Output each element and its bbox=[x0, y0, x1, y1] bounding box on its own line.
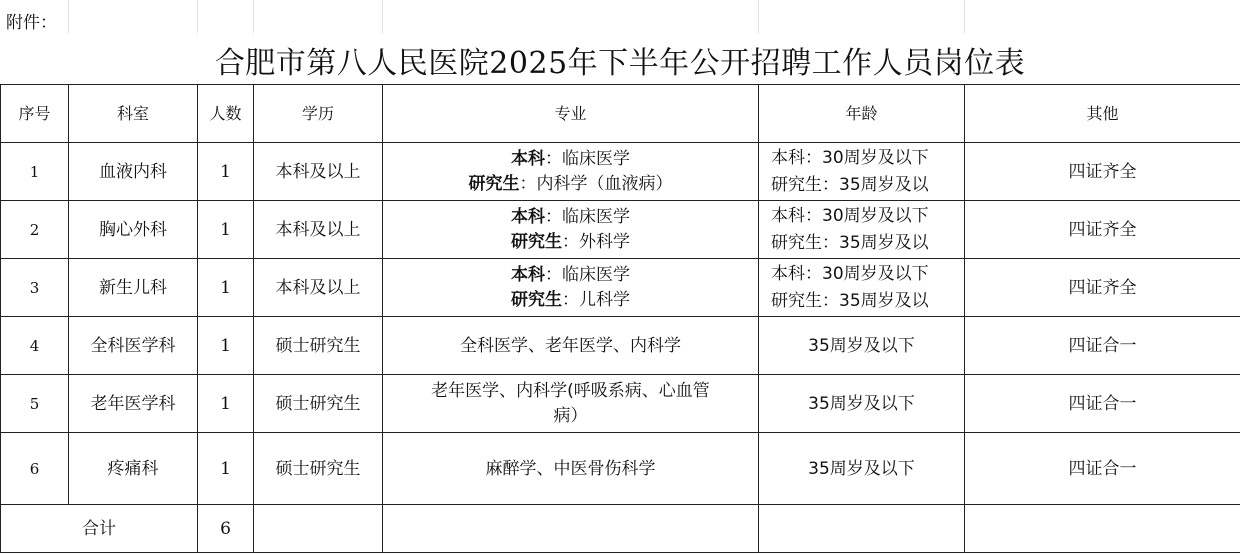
cell-age bbox=[759, 259, 965, 317]
cell-count: 1 bbox=[198, 201, 254, 259]
age-line: 本科：30周岁及以下 bbox=[771, 147, 929, 168]
major-line: 老年医学、内科学(呼吸系病、心血管 bbox=[431, 380, 710, 401]
empty-cell bbox=[383, 505, 759, 553]
header-count: 人数 bbox=[198, 85, 254, 143]
major-degree-label: 本科 bbox=[511, 264, 545, 285]
header-other: 其他 bbox=[965, 85, 1240, 143]
empty-cell bbox=[965, 505, 1240, 553]
age-line: 本科：30周岁及以下 bbox=[771, 205, 929, 226]
cell-education: 硕士研究生 bbox=[254, 433, 383, 505]
header-age: 年龄 bbox=[759, 85, 965, 143]
cell-other: 四证合一 bbox=[965, 433, 1240, 505]
age-line: 研究生：35周岁及以 bbox=[771, 174, 929, 195]
cell-dept: 老年医学科 bbox=[69, 375, 198, 433]
major-line bbox=[387, 230, 754, 255]
major-degree-label: 本科 bbox=[511, 148, 545, 169]
cell-age: 35周岁及以下 bbox=[759, 375, 965, 433]
cell-count: 1 bbox=[198, 375, 254, 433]
major-line bbox=[387, 172, 754, 197]
table-row bbox=[1, 201, 1240, 259]
page-title: 合肥市第八人民医院2025年下半年公开招聘工作人员岗位表 bbox=[214, 46, 1026, 81]
cell-other: 四证合一 bbox=[965, 375, 1240, 433]
cell-count: 1 bbox=[198, 143, 254, 201]
table-header-row bbox=[1, 85, 1240, 143]
cell-age: 35周岁及以下 bbox=[759, 433, 965, 505]
cell-other: 四证齐全 bbox=[965, 259, 1240, 317]
major-line bbox=[387, 288, 754, 313]
total-row bbox=[1, 505, 1240, 553]
header-seq: 序号 bbox=[1, 85, 69, 143]
major-text: 内科学（血液病） bbox=[536, 173, 673, 194]
cell-seq: 1 bbox=[1, 143, 69, 201]
age-line: 本科：30周岁及以下 bbox=[771, 263, 929, 284]
cell-dept: 胸心外科 bbox=[69, 201, 198, 259]
cell-other: 四证齐全 bbox=[965, 143, 1240, 201]
header-dept: 科室 bbox=[69, 85, 198, 143]
age-line: 研究生：35周岁及以 bbox=[771, 232, 929, 253]
attachment-label: 附件： bbox=[6, 13, 57, 33]
major-sep: ： bbox=[545, 206, 562, 227]
total-count: 6 bbox=[198, 505, 254, 553]
major-sep: ： bbox=[562, 231, 579, 252]
grid-line bbox=[758, 0, 759, 33]
cell-count: 1 bbox=[198, 259, 254, 317]
cell-major bbox=[383, 201, 759, 259]
major-line: 病） bbox=[553, 405, 588, 426]
table-row bbox=[1, 259, 1240, 317]
grid-line bbox=[197, 0, 198, 33]
cell-major bbox=[383, 143, 759, 201]
cell-education: 硕士研究生 bbox=[254, 317, 383, 375]
grid-line bbox=[253, 0, 254, 33]
grid-line bbox=[964, 0, 965, 33]
major-sep: ： bbox=[545, 264, 562, 285]
cell-major: 麻醉学、中医骨伤科学 bbox=[383, 433, 759, 505]
cell-education: 本科及以上 bbox=[254, 143, 383, 201]
cell-age bbox=[759, 143, 965, 201]
cell-other: 四证齐全 bbox=[965, 201, 1240, 259]
table-row bbox=[1, 317, 1240, 375]
cell-education: 硕士研究生 bbox=[254, 375, 383, 433]
header-major: 专业 bbox=[383, 85, 759, 143]
cell-count: 1 bbox=[198, 433, 254, 505]
grid-line bbox=[68, 0, 69, 33]
major-line bbox=[387, 147, 754, 172]
major-text: 临床医学 bbox=[562, 264, 630, 285]
major-sep: ： bbox=[545, 148, 562, 169]
cell-dept: 新生儿科 bbox=[69, 259, 198, 317]
cell-dept: 血液内科 bbox=[69, 143, 198, 201]
major-degree-label: 本科 bbox=[511, 206, 545, 227]
age-line: 研究生：35周岁及以 bbox=[771, 290, 929, 311]
major-degree-label: 研究生 bbox=[511, 231, 562, 252]
major-text: 临床医学 bbox=[562, 148, 630, 169]
major-degree-label: 研究生 bbox=[511, 289, 562, 310]
cell-education: 本科及以上 bbox=[254, 259, 383, 317]
cell-dept: 全科医学科 bbox=[69, 317, 198, 375]
major-sep: ： bbox=[519, 173, 537, 194]
cell-age: 35周岁及以下 bbox=[759, 317, 965, 375]
major-text: 儿科学 bbox=[579, 289, 630, 310]
major-text: 外科学 bbox=[579, 231, 630, 252]
header-education: 学历 bbox=[254, 85, 383, 143]
cell-other: 四证合一 bbox=[965, 317, 1240, 375]
cell-major bbox=[383, 259, 759, 317]
total-label: 合计 bbox=[1, 505, 198, 553]
major-degree-label: 研究生 bbox=[468, 173, 520, 194]
cell-seq: 6 bbox=[1, 433, 69, 505]
empty-cell bbox=[759, 505, 965, 553]
table-row bbox=[1, 143, 1240, 201]
major-sep: ： bbox=[562, 289, 579, 310]
table-row bbox=[1, 433, 1240, 505]
cell-seq: 5 bbox=[1, 375, 69, 433]
cell-seq: 2 bbox=[1, 201, 69, 259]
recruitment-table bbox=[0, 84, 1240, 553]
cell-major: 全科医学、老年医学、内科学 bbox=[383, 317, 759, 375]
major-line bbox=[387, 263, 754, 288]
cell-education: 本科及以上 bbox=[254, 201, 383, 259]
cell-age bbox=[759, 201, 965, 259]
major-line bbox=[387, 205, 754, 230]
empty-cell bbox=[254, 505, 383, 553]
cell-count: 1 bbox=[198, 317, 254, 375]
cell-dept: 疼痛科 bbox=[69, 433, 198, 505]
cell-seq: 4 bbox=[1, 317, 69, 375]
cell-seq: 3 bbox=[1, 259, 69, 317]
major-text: 临床医学 bbox=[562, 206, 630, 227]
table-row bbox=[1, 375, 1240, 433]
grid-line bbox=[382, 0, 383, 33]
cell-major bbox=[383, 375, 759, 433]
